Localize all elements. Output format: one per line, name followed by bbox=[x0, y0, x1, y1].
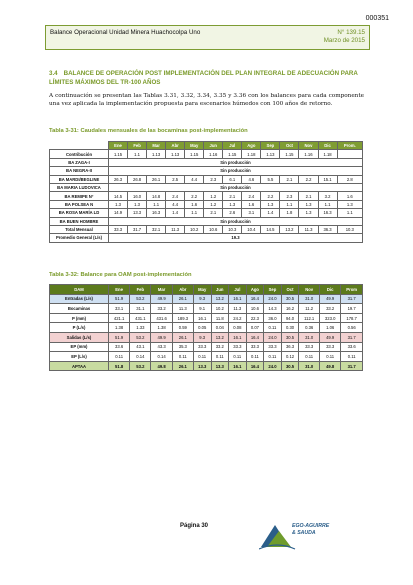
table2-cell: 16.4 bbox=[246, 294, 264, 304]
table1-cell: 2.3 bbox=[204, 175, 223, 183]
table1-column-header: Abr bbox=[166, 142, 185, 150]
table2-cell: 13.3 bbox=[193, 361, 211, 371]
table2-cell: 0.07 bbox=[246, 323, 264, 333]
table2-cell: 11.8 bbox=[211, 313, 229, 323]
table1-row-label: BA NEGRA-II bbox=[50, 167, 109, 175]
table2-cell: 16.1 bbox=[229, 361, 247, 371]
table2-cell: 178.7 bbox=[341, 313, 363, 323]
table1-cell: 33.3 bbox=[109, 225, 128, 233]
table1-column-header: Oct bbox=[280, 142, 299, 150]
table1-cell: 10.4 bbox=[242, 225, 261, 233]
table1-cell: 13.2 bbox=[280, 225, 299, 233]
table1-cell: 14.5 bbox=[109, 192, 128, 200]
table2-cell: 43.3 bbox=[151, 342, 172, 352]
table1-cell: 4.4 bbox=[166, 200, 185, 208]
table2-cell: 33.2 bbox=[151, 304, 172, 314]
table2-cell: 1.38 bbox=[109, 323, 130, 333]
table1-cell: 1.13 bbox=[261, 150, 280, 158]
table1-cell: 1.15 bbox=[223, 150, 242, 158]
table2-cell: 16.4 bbox=[246, 332, 264, 342]
table1-cell: 10.3 bbox=[337, 225, 362, 233]
table2-cell: 31.0 bbox=[299, 332, 320, 342]
table2-cell: 36.0 bbox=[264, 313, 282, 323]
logo-line-1: EGO-AGUIRRE bbox=[292, 523, 330, 529]
table1-cell: 1.6 bbox=[185, 200, 204, 208]
table1-cell: 1.6 bbox=[242, 200, 261, 208]
table2-column-header: May bbox=[193, 285, 211, 295]
table1-cell: 5.5 bbox=[261, 175, 280, 183]
table2-cell: 9.3 bbox=[193, 294, 211, 304]
table1-cell: 10.6 bbox=[204, 225, 223, 233]
table1-cell: 1.18 bbox=[318, 150, 337, 158]
table2-row-label: Bocaminas bbox=[50, 304, 109, 314]
table1-span-cell: 19.3 bbox=[109, 234, 363, 242]
logo-line-2: & SAUDA bbox=[292, 530, 316, 536]
table2-cell: 11.3 bbox=[172, 304, 193, 314]
table2-cell: 0.11 bbox=[320, 352, 341, 362]
table1-cell: 1.3 bbox=[223, 200, 242, 208]
section-number: 3.4 bbox=[49, 70, 58, 77]
table2-row-label: P (mm) bbox=[50, 313, 109, 323]
doc-date: Marzo de 2015 bbox=[323, 37, 365, 44]
table2-row bbox=[50, 304, 363, 314]
table1-cell: 14.9 bbox=[109, 209, 128, 217]
table2-cell: 9.3 bbox=[193, 332, 211, 342]
table1-cell: 2.1 bbox=[299, 192, 318, 200]
table1-cell bbox=[337, 150, 362, 158]
table2-cell: 26.1 bbox=[172, 361, 193, 371]
table1-cell: 1.15 bbox=[109, 150, 128, 158]
table2-cell: 31.7 bbox=[341, 361, 363, 371]
table1-row bbox=[50, 234, 363, 242]
table2-cell: 35.3 bbox=[172, 342, 193, 352]
table2-row bbox=[50, 332, 363, 342]
table2-cell: 323.0 bbox=[320, 313, 341, 323]
table1-row-label: BA BUEN HOMBRE bbox=[50, 217, 109, 225]
table2-cell: 0.14 bbox=[151, 352, 172, 362]
table1-column-header: Mar bbox=[147, 142, 166, 150]
table2-cell: 0.11 bbox=[264, 323, 282, 333]
table2-cell: 189.3 bbox=[172, 313, 193, 323]
table2-cell: 30.5 bbox=[281, 294, 299, 304]
table1-cell: 2.1 bbox=[280, 175, 299, 183]
table1-header-row bbox=[50, 142, 363, 150]
table1-cell: 26.1 bbox=[147, 175, 166, 183]
table2-cell: 49.8 bbox=[151, 361, 172, 371]
table1-cell: 2.1 bbox=[204, 209, 223, 217]
table2-cell: 31.7 bbox=[341, 294, 363, 304]
table1-cell: 2.6 bbox=[223, 209, 242, 217]
table2-cell: 11.3 bbox=[229, 304, 247, 314]
table2-cell: 0.14 bbox=[130, 352, 151, 362]
table2-row-label: Salidas (L/s) bbox=[50, 332, 109, 342]
table1-row bbox=[50, 167, 363, 175]
table2-cell: 33.3 bbox=[246, 342, 264, 352]
section-title: BALANCE DE OPERACIÓN POST IMPLEMENTACIÓN DEL PLAN INTEGRAL DE ADECUACIÓN PARA LÍMITES MÁXIMOS DEL TR-100 AÑOS bbox=[49, 70, 358, 86]
table2-cell: 33.3 bbox=[229, 342, 247, 352]
table2-cell: 16.1 bbox=[193, 313, 211, 323]
table2-column-header: Oct bbox=[281, 285, 299, 295]
table2-column-header: Nov bbox=[299, 285, 320, 295]
table2-column-header: Ene bbox=[109, 285, 130, 295]
table2-column-header: Abr bbox=[172, 285, 193, 295]
table1-cell: 1.8 bbox=[280, 209, 299, 217]
table1-cell: 16.3 bbox=[147, 209, 166, 217]
doc-number: N° 139.15 bbox=[337, 29, 365, 36]
table1-cell: 1.2 bbox=[204, 200, 223, 208]
table2-cell: 1.06 bbox=[320, 323, 341, 333]
table2-cell: 112.1 bbox=[299, 313, 320, 323]
table1-row bbox=[50, 225, 363, 233]
table1-cell: 1.3 bbox=[299, 200, 318, 208]
table2-cell: 33.2 bbox=[320, 304, 341, 314]
table2-column-header: Sep bbox=[264, 285, 282, 295]
table1-cell: 1.15 bbox=[280, 150, 299, 158]
table2-column-header: Prom bbox=[341, 285, 363, 295]
table2-cell: 49.9 bbox=[320, 294, 341, 304]
table1-span-cell: Sin producción bbox=[109, 158, 363, 166]
table2-column-header: Ago bbox=[246, 285, 264, 295]
table1-corner-cell bbox=[50, 142, 109, 150]
table1-cell: 1.3 bbox=[337, 200, 362, 208]
table1-row bbox=[50, 175, 363, 183]
table2-cell: 33.2 bbox=[211, 342, 229, 352]
table1-cell: 1.4 bbox=[261, 209, 280, 217]
table2-cell: 33.1 bbox=[109, 304, 130, 314]
table1-column-header: Dic bbox=[318, 142, 337, 150]
table1-span-cell: Sin producción bbox=[109, 217, 363, 225]
table2-cell: 51.9 bbox=[109, 332, 130, 342]
table1-span-cell: Sin producción bbox=[109, 183, 363, 191]
table1-column-header: Ago bbox=[242, 142, 261, 150]
table1-cell: 1.1 bbox=[185, 209, 204, 217]
table1-column-header: Nov bbox=[299, 142, 318, 150]
table2-column-header: Dic bbox=[320, 285, 341, 295]
table2-cell: 33.3 bbox=[320, 342, 341, 352]
table1-cell: 26.8 bbox=[128, 175, 147, 183]
table1-cell: 1.3 bbox=[128, 200, 147, 208]
table1-cell: 1.13 bbox=[147, 150, 166, 158]
section-heading bbox=[49, 70, 359, 87]
table1-cell: 1.1 bbox=[147, 200, 166, 208]
table2-row-label: P (L/s) bbox=[50, 323, 109, 333]
table2-cell: 0.36 bbox=[299, 323, 320, 333]
table2-cell: 1.33 bbox=[130, 323, 151, 333]
table2-row-label: EP (L/s) bbox=[50, 352, 109, 362]
table2-cell: 0.11 bbox=[264, 352, 282, 362]
table1-cell: 3.2 bbox=[318, 192, 337, 200]
table1-cell: 1.2 bbox=[204, 192, 223, 200]
table2-cell: 0.30 bbox=[281, 323, 299, 333]
table1-column-header: Prom. bbox=[337, 142, 362, 150]
table2-cell: 16.1 bbox=[229, 294, 247, 304]
table2-cell: 16.4 bbox=[246, 361, 264, 371]
table1-cell: 11.3 bbox=[166, 225, 185, 233]
table2-cell: 431.6 bbox=[151, 313, 172, 323]
table2-cell: 0.59 bbox=[172, 323, 193, 333]
table1-cell: 1.3 bbox=[299, 209, 318, 217]
table2-column-header: Mar bbox=[151, 285, 172, 295]
table2-row bbox=[50, 342, 363, 352]
table2-cell: 10.6 bbox=[246, 304, 264, 314]
table1-cell: 2.4 bbox=[242, 192, 261, 200]
table1-cell: 1.13 bbox=[166, 150, 185, 158]
table1-cell: 1.1 bbox=[280, 200, 299, 208]
table2-cell: 1.38 bbox=[151, 323, 172, 333]
table1-cell: 10.3 bbox=[223, 225, 242, 233]
table1-cell: 36.3 bbox=[318, 225, 337, 233]
table2-cell: 36.3 bbox=[281, 342, 299, 352]
table2-cell: 0.56 bbox=[341, 323, 363, 333]
table1-cell: 2.2 bbox=[185, 192, 204, 200]
table2-row bbox=[50, 313, 363, 323]
table2-cell: 33.3 bbox=[193, 342, 211, 352]
table1-cell: 1.16 bbox=[204, 150, 223, 158]
table1-row-label: BA ROSA MARÍA LD bbox=[50, 209, 109, 217]
table1-cell: 2.1 bbox=[223, 192, 242, 200]
table1-cell: 1.18 bbox=[242, 150, 261, 158]
table1-cell: 13.3 bbox=[128, 209, 147, 217]
table2-cell: 0.05 bbox=[193, 323, 211, 333]
table2-cell: 22.3 bbox=[246, 313, 264, 323]
table2-cell: 43.1 bbox=[130, 342, 151, 352]
table2-cell: 431.1 bbox=[130, 313, 151, 323]
table2-cell: 31.0 bbox=[299, 361, 320, 371]
table2-cell: 24.0 bbox=[264, 332, 282, 342]
table2-cell: 9.1 bbox=[193, 304, 211, 314]
table2-cell: 24.2 bbox=[229, 313, 247, 323]
table2-cell: 10.2 bbox=[211, 304, 229, 314]
table1-cell: 1.1 bbox=[318, 200, 337, 208]
table1-cell: 14.5 bbox=[261, 225, 280, 233]
table1-row bbox=[50, 183, 363, 191]
document-header bbox=[45, 25, 370, 50]
table2-cell: 31.0 bbox=[299, 294, 320, 304]
table2-cell: 26.1 bbox=[172, 294, 193, 304]
table2-cell: 13.2 bbox=[211, 332, 229, 342]
table2-cell: 13.3 bbox=[211, 361, 229, 371]
table1-cell: 32.1 bbox=[147, 225, 166, 233]
table2-cell: 49.9 bbox=[151, 332, 172, 342]
table2-cell: 11.2 bbox=[299, 304, 320, 314]
table1-cell: 2.4 bbox=[166, 192, 185, 200]
table1-cell: 11.3 bbox=[299, 225, 318, 233]
table1-cell: 1.16 bbox=[299, 150, 318, 158]
table1-column-header: May bbox=[185, 142, 204, 150]
table1-cell: 2.2 bbox=[261, 192, 280, 200]
table1-cell: 1.4 bbox=[166, 209, 185, 217]
intro-paragraph: A continuación se presentan las Tablas 3.31, 3.32, 3.34, 3.35 y 3.36 con los balances para cada componente una vez aplicada la implementación propuesta para escenarios húmedos con 100 años de retorno. bbox=[49, 93, 364, 107]
table1-cell: 6.1 bbox=[223, 175, 242, 183]
table1-column-header: Ene bbox=[109, 142, 128, 150]
table1-cell: 1.1 bbox=[128, 150, 147, 158]
table1-cell: 1.1 bbox=[337, 209, 362, 217]
table2-cell: 49.8 bbox=[320, 361, 341, 371]
table1-cell: 3.1 bbox=[242, 209, 261, 217]
table2-cell: 0.11 bbox=[341, 352, 363, 362]
table2-cell: 16.2 bbox=[281, 304, 299, 314]
table2-cell: 14.3 bbox=[264, 304, 282, 314]
table2-cell: 0.11 bbox=[109, 352, 130, 362]
table1-span-cell: Sin producción bbox=[109, 167, 363, 175]
table1-cell: 26.3 bbox=[109, 175, 128, 183]
table2-cell: 33.3 bbox=[264, 342, 282, 352]
table2-cell: 51.8 bbox=[109, 361, 130, 371]
table2-cell: 30.5 bbox=[281, 361, 299, 371]
table2-first-header: DAM bbox=[50, 285, 109, 295]
table2-cell: 13.2 bbox=[211, 294, 229, 304]
table2-cell: 26.1 bbox=[172, 332, 193, 342]
table2-cell: 0.11 bbox=[299, 352, 320, 362]
table1-row bbox=[50, 209, 363, 217]
table1-cell: 31.7 bbox=[128, 225, 147, 233]
header-title: Balance Operacional Unidad Minera Huachocolpa Uno bbox=[50, 29, 201, 36]
table2-cell: 0.11 bbox=[229, 352, 247, 362]
table2-column-header: Feb bbox=[130, 285, 151, 295]
table2-cell: 0.11 bbox=[172, 352, 193, 362]
table2-cell: 0.04 bbox=[211, 323, 229, 333]
table1-cell: 2.3 bbox=[280, 192, 299, 200]
bocaminas-flow-table bbox=[49, 141, 363, 243]
table2-row bbox=[50, 352, 363, 362]
table1-row-label: Total Mensual bbox=[50, 225, 109, 233]
table1-column-header: Jun bbox=[204, 142, 223, 150]
table1-cell: 1.15 bbox=[185, 150, 204, 158]
table2-cell: 19.7 bbox=[341, 304, 363, 314]
table1-cell: 16.3 bbox=[318, 209, 337, 217]
table2-row-label: Entradas (L/s) bbox=[50, 294, 109, 304]
table1-column-header: Sep bbox=[261, 142, 280, 150]
table2-caption: Tabla 3-32: Balance para OAM post-implementación bbox=[49, 272, 192, 278]
table2-row bbox=[50, 323, 363, 333]
table2-cell: 53.2 bbox=[130, 294, 151, 304]
table1-cell: 10.2 bbox=[185, 225, 204, 233]
table1-cell: 16.0 bbox=[128, 192, 147, 200]
table2-cell: 51.9 bbox=[109, 294, 130, 304]
table2-row-label: EP (mm) bbox=[50, 342, 109, 352]
table2-cell: 0.11 bbox=[193, 352, 211, 362]
table2-cell: 0.11 bbox=[246, 352, 264, 362]
table2-row bbox=[50, 361, 363, 371]
table2-cell: 53.2 bbox=[130, 332, 151, 342]
table2-cell: 33.6 bbox=[109, 342, 130, 352]
table2-cell: 30.5 bbox=[281, 332, 299, 342]
table1-cell: 1.6 bbox=[337, 192, 362, 200]
table1-row-label: BA REMIPE N° bbox=[50, 192, 109, 200]
header-meta bbox=[324, 29, 365, 45]
table2-cell: 49.9 bbox=[151, 294, 172, 304]
table1-cell: 2.5 bbox=[166, 175, 185, 183]
table2-cell: 0.12 bbox=[281, 352, 299, 362]
table1-row-label: BA MARDI/BEGLINE bbox=[50, 175, 109, 183]
table2-cell: 24.0 bbox=[264, 361, 282, 371]
table2-cell: 94.0 bbox=[281, 313, 299, 323]
table1-row-label: Contribución bbox=[50, 150, 109, 158]
table1-row-label: BA POLSEA N bbox=[50, 200, 109, 208]
table2-cell: 24.0 bbox=[264, 294, 282, 304]
table2-cell: 31.7 bbox=[341, 332, 363, 342]
table2-cell: 16.1 bbox=[229, 332, 247, 342]
table2-cell: 0.11 bbox=[211, 352, 229, 362]
table1-cell: 4.6 bbox=[242, 175, 261, 183]
table2-cell: 33.6 bbox=[341, 342, 363, 352]
table1-row-label: Promedio General (L/s) bbox=[50, 234, 109, 242]
table1-cell: 2.8 bbox=[337, 175, 362, 183]
table1-row bbox=[50, 150, 363, 158]
table1-row bbox=[50, 158, 363, 166]
table1-column-header: Feb bbox=[128, 142, 147, 150]
table1-cell: 1.3 bbox=[261, 200, 280, 208]
table1-row bbox=[50, 192, 363, 200]
table2-row bbox=[50, 294, 363, 304]
table1-row-label: BA ZAGA-I bbox=[50, 158, 109, 166]
table1-cell: 1.3 bbox=[109, 200, 128, 208]
table2-cell: 31.1 bbox=[130, 304, 151, 314]
table1-cell: 4.4 bbox=[185, 175, 204, 183]
dam-balance-table bbox=[49, 284, 363, 371]
table1-column-header: Jul bbox=[223, 142, 242, 150]
table1-cell: 2.2 bbox=[299, 175, 318, 183]
table1-row bbox=[50, 217, 363, 225]
logo-text bbox=[292, 523, 329, 537]
table1-row bbox=[50, 200, 363, 208]
table2-cell: 53.2 bbox=[130, 361, 151, 371]
table2-cell: 33.3 bbox=[299, 342, 320, 352]
table1-cell: 15.1 bbox=[318, 175, 337, 183]
table1-cell: 14.8 bbox=[147, 192, 166, 200]
table1-row-label: BA MARIA LUDOVICA bbox=[50, 183, 109, 191]
table2-column-header: Jul bbox=[229, 285, 247, 295]
table1-caption: Tabla 3-31: Caudales mensuales de las bocaminas post-implementación bbox=[49, 128, 248, 134]
table2-row-label: APTAA bbox=[50, 361, 109, 371]
table2-column-header: Jun bbox=[211, 285, 229, 295]
page-code: 000351 bbox=[365, 15, 389, 22]
table2-cell: 421.1 bbox=[109, 313, 130, 323]
page-footer-label: Página 30 bbox=[180, 523, 209, 529]
table2-cell: 0.08 bbox=[229, 323, 247, 333]
table2-header-row bbox=[50, 285, 363, 295]
table2-cell: 49.9 bbox=[320, 332, 341, 342]
